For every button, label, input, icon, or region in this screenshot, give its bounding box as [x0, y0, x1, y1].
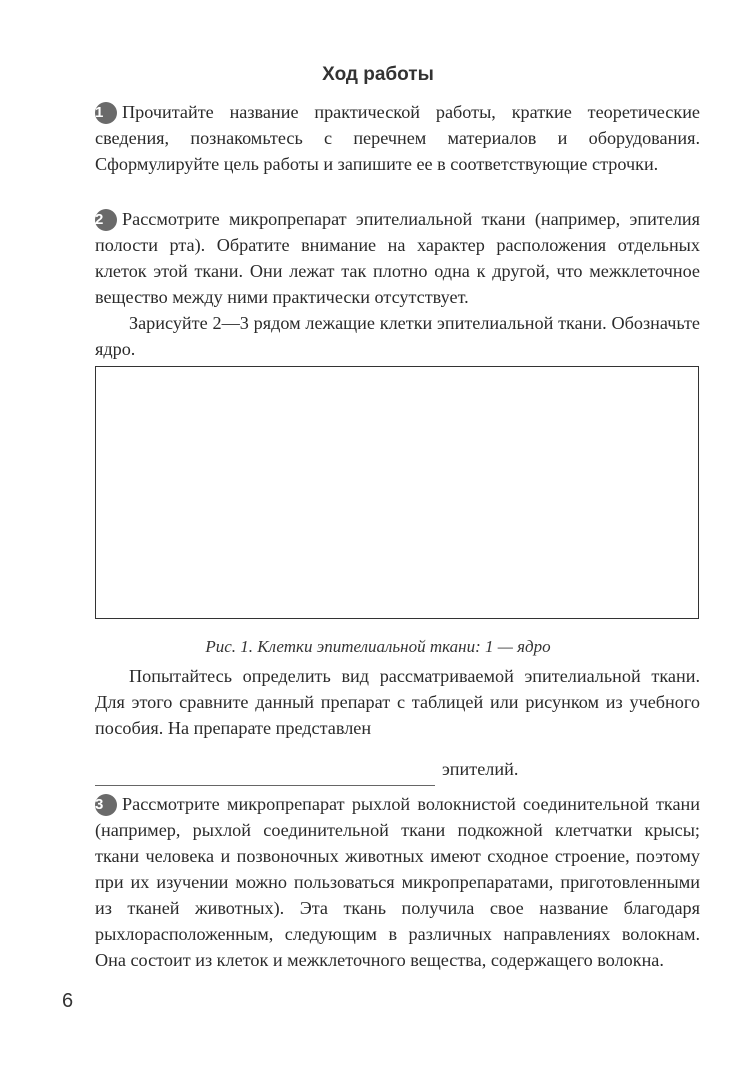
step-2-instruction: Зарисуйте 2—3 рядом лежащие клетки эпителиальной ткани. Обозначьте ядро.	[95, 313, 700, 359]
figure-caption: Рис. 1. Клетки эпителиальной ткани: 1 — ядро	[205, 637, 551, 656]
page-number: 6	[62, 990, 74, 1012]
step-1-text: Прочитайте название практической работы, краткие теоретические сведения, познакомьтесь с перечнем материалов и оборудования. Сформулируйте цель работы и запишите ее в соответствующие строчки.	[95, 102, 700, 174]
step-2-paragraph	[95, 206, 700, 310]
answer-suffix-text: эпителий.	[442, 759, 519, 779]
section-heading: Ход работы	[322, 64, 434, 85]
step-3-text: Рассмотрите микропрепарат рыхлой волокнистой соединительной ткани (например, рыхлой соединительной ткани подкожной клетчатки крысы; ткани человека и позвоночных животных имеют сходное строение, поэтому при их изучении можно пользоваться микропрепаратами, приготовленными из тканей животных). Эта ткань получила свое название благодаря рыхлорасположенным, следующим в различных направлениях волокнам. Она состоит из клеток и межклеточного вещества, содержащего волокна.	[95, 794, 700, 970]
step-2-number-badge: 2	[95, 209, 117, 231]
step-1-paragraph	[95, 99, 700, 177]
step-3-paragraph	[95, 791, 700, 973]
drawing-area[interactable]	[95, 366, 699, 619]
step-2-text: Рассмотрите микропрепарат эпителиальной ткани (например, эпителия полости рта). Обратите внимание на характер расположения отдельных клеток этой ткани. Они лежат так плотно одна к другой, что межклеточное вещество между ними практически отсутствует.	[95, 209, 700, 307]
step-1-number-badge: 1	[95, 102, 117, 124]
identify-paragraph: Попытайтесь определить вид рассматриваемой эпителиальной ткани. Для этого сравните данный препарат с таблицей или рисунком из учебного пособия. На препарате представлен	[95, 666, 700, 738]
step-3-number-badge: 3	[95, 794, 117, 816]
answer-blank-line[interactable]	[95, 785, 435, 786]
